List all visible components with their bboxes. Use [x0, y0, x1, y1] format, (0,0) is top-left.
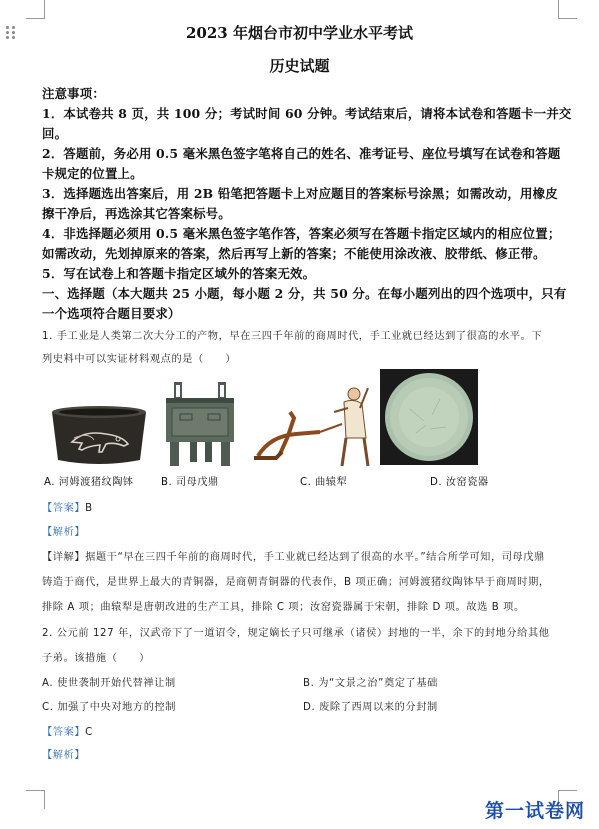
q1-stem: 列史料中可以实证材料观点的是（ ）	[42, 354, 237, 365]
q1-stem: 1. 手工业是人类第二次大分工的产物，早在三四千年前的商周时代，手工业就已经达到了很高的水平。下	[42, 331, 543, 342]
notes-line: 2．答题前，务必用 0.5 毫米黑色签字笔将自己的姓名、准考证号、座位号填写在试卷和答题	[42, 146, 561, 161]
q2-stem: 子弟。该措施（ ）	[42, 653, 150, 664]
notes-line: 4．非选择题必须用 0.5 毫米黑色签字笔作答，答案必须写在答题卡指定区域内的相应位置；	[42, 226, 561, 241]
notes-line: 1．本试卷共 8 页，共 100 分；考试时间 60 分钟。考试结束后，请将本试卷和答题卡一并交	[42, 106, 572, 121]
answer-tag: 【答案】	[42, 727, 86, 738]
q1-detail: 铸造于商代，是世界上最大的青铜器，是商朝青铜器的代表作，B 项正确；河姆渡猪纹陶钵早于商周时期，	[42, 577, 550, 588]
option-a-caption: A. 河姆渡猪纹陶钵	[44, 477, 134, 488]
watermark-text: 第一试卷网	[485, 800, 586, 822]
notes-line: 回。	[42, 126, 68, 141]
q1-answer	[42, 499, 93, 514]
answer-value: C	[85, 727, 93, 738]
bronze-ding-image	[160, 378, 240, 468]
q2-stem: 2. 公元前 127 年，汉武帝下了一道诏令，规定嫡长子只可继承（诸侯）封地的一半，余下的封地分给其他	[42, 628, 550, 639]
q2-answer	[42, 723, 93, 738]
q1-detail: 排除 A 项；曲辕犁是唐朝改进的生产工具，排除 C 项；汝窑瓷器属于宋朝，排除 D 项。故选 B 项。	[42, 602, 525, 613]
section-heading: 一、选择题（本大题共 25 小题，每小题 2 分，共 50 分。在每小题列出的四个选项中，只有	[42, 286, 567, 301]
page-subtitle: 历史试题	[269, 57, 330, 75]
q1-detail	[42, 548, 545, 563]
ru-kiln-dish-image	[380, 369, 478, 465]
answer-tag: 【答案】	[42, 503, 86, 514]
q2-option-b: B. 为“文景之治”奠定了基础	[303, 678, 438, 689]
notes-line: 擦干净后，再选涂其它答案标号。	[42, 206, 231, 221]
q2-option-d: D. 废除了西周以来的分封制	[303, 702, 438, 713]
option-b-caption: B. 司母戊鼎	[161, 477, 219, 488]
crop-mark-bottom-left	[26, 790, 45, 809]
notes-line: 如需改动，先划掉原来的答案，然后再写上新的答案；不能使用涂改液、胶带纸、修正带。	[42, 246, 546, 261]
q1-analysis-tag: 【解析】	[42, 527, 86, 538]
curved-plough-image	[250, 378, 380, 470]
q2-option-a: A. 使世袭制开始代替禅让制	[42, 678, 176, 689]
section-heading: 一个选项符合题目要求）	[42, 306, 181, 321]
option-d-caption: D. 汝窑瓷器	[430, 477, 489, 488]
notes-heading: 注意事项：	[42, 86, 105, 101]
page-title: 2023 年烟台市初中学业水平考试	[186, 24, 413, 42]
notes-line: 3．选择题选出答案后，用 2B 铅笔把答题卡上对应题目的答案标号涂黑；如需改动，用橡皮	[42, 186, 558, 201]
q2-option-c: C. 加强了中央对地方的控制	[42, 702, 177, 713]
notes-line: 卡规定的位置上。	[42, 166, 143, 181]
pottery-bowl-image	[44, 402, 154, 468]
crop-mark-top-right	[558, 0, 577, 19]
crop-mark-top-left	[26, 0, 45, 19]
notes-line: 5．写在试卷上和答题卡指定区域外的答案无效。	[42, 266, 316, 281]
answer-value: B	[85, 503, 93, 514]
q2-analysis-tag: 【解析】	[42, 750, 86, 761]
detail-tag: 【详解】	[42, 552, 86, 563]
detail-text: 据题干“早在三四千年前的商周时代，手工业就已经达到了很高的水平。”结合所学可知，司母戊鼎	[85, 552, 545, 563]
option-c-caption: C. 曲辕犁	[300, 477, 348, 488]
